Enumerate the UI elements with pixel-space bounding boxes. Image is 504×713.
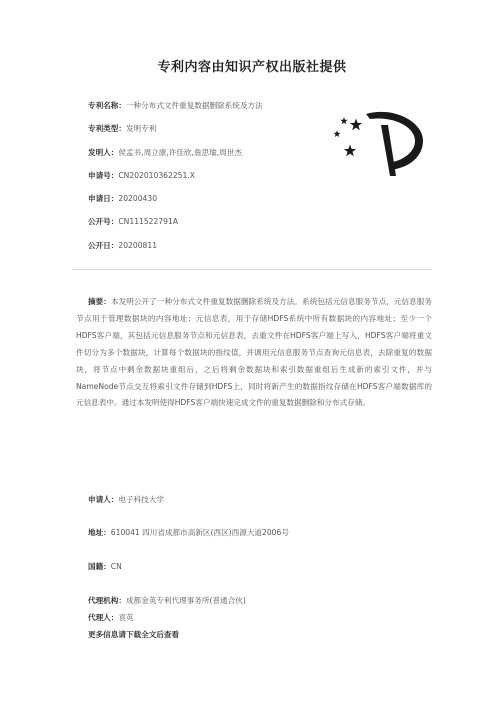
inventors-row xyxy=(88,147,348,170)
patent-office-emblem-icon xyxy=(326,108,436,178)
patent-name-row xyxy=(88,100,348,123)
publication-date-row xyxy=(88,240,348,263)
small-star-icon xyxy=(333,130,340,137)
application-number-value: CN202010362251.X xyxy=(118,170,195,180)
applicant-value: 电子科技大学 xyxy=(118,495,164,504)
application-date-label: 申请日： xyxy=(88,194,119,204)
publication-date-value: 20200811 xyxy=(118,240,158,250)
agent-label: 代理人： xyxy=(88,613,119,622)
download-more-info-link[interactable]: 更多信息请下载全文后查看 xyxy=(88,630,180,639)
inventors-value: 侯孟书,周立康,许佳欣,詹思瑜,周世杰 xyxy=(118,147,242,157)
application-number-row xyxy=(88,170,348,193)
star-icon xyxy=(350,119,362,131)
patent-name-label: 专利名称： xyxy=(88,101,126,110)
address-value: 610041 四川省成都市高新区(西区)西源大道2006号 xyxy=(110,528,289,537)
star-icon xyxy=(344,145,356,157)
country-label: 国籍： xyxy=(88,562,111,571)
page-title: 专利内容由知识产权出版社提供 xyxy=(157,60,347,75)
abstract-text: 本发明公开了一种分布式文件重复数据删除系统及方法。系统包括元信息服务节点，元信息服务节点用于管理数据块的内容地址；元信息表，用于存储HDFS系统中所有数据块的内容地址；至少一个HDFS客户端，其包括元信息服务节点和元信息表，去重文件在HDFS客户端上写入，HDFS客户端将重文件切分为多个数据块，计算每个数据块的指纹值，并调用元信息服务节点查询元信息表，去除重复的数据块，将节点中剩余数据块重组后，之后将剩余数据块和索引数据重组后生成新的索引文件，并与NameNode节点交互将索引文件存储到HDFS上，同时将新产生的数据指纹存储在HDFS客户端数据库的元信息表中。通过本发明使得HDFS客户端快速完成文件的重复数据删除和分布式存储。 xyxy=(76,297,432,408)
abstract-label: 摘要： xyxy=(88,297,111,306)
patent-name-value: 一种分布式文件重复数据删除系统及方法 xyxy=(125,101,263,110)
patent-type-value: 发明专利 xyxy=(125,124,157,134)
applicant-label: 申请人： xyxy=(88,495,119,504)
section-divider xyxy=(72,269,432,270)
address-label: 地址： xyxy=(88,528,111,537)
patent-type-row xyxy=(88,123,348,146)
agent-row xyxy=(88,612,134,623)
emblem-arc-shape xyxy=(366,112,423,170)
application-date-row xyxy=(88,193,348,216)
small-star-icon xyxy=(340,117,348,124)
inventors-label: 发明人： xyxy=(88,147,119,157)
publication-number-label: 公开号： xyxy=(88,217,119,227)
applicant-row xyxy=(88,494,164,505)
address-row xyxy=(88,527,289,538)
agency-value: 成都金英专利代理事务所(普通合伙) xyxy=(125,596,246,605)
country-value: CN xyxy=(110,562,122,571)
country-row xyxy=(88,561,122,572)
patent-type-label: 专利类型： xyxy=(88,124,126,134)
abstract-paragraph xyxy=(76,294,432,412)
agency-row xyxy=(88,595,246,606)
publication-number-value: CN111522791A xyxy=(118,217,179,227)
emblem-pen-shape xyxy=(381,125,396,176)
publication-number-row xyxy=(88,216,348,239)
publication-date-label: 公开日： xyxy=(88,240,119,250)
agency-label: 代理机构： xyxy=(88,596,126,605)
agent-value: 袁英 xyxy=(118,613,134,622)
patent-meta xyxy=(88,100,348,263)
application-number-label: 申请号： xyxy=(88,170,119,180)
application-date-value: 20200430 xyxy=(118,194,158,204)
